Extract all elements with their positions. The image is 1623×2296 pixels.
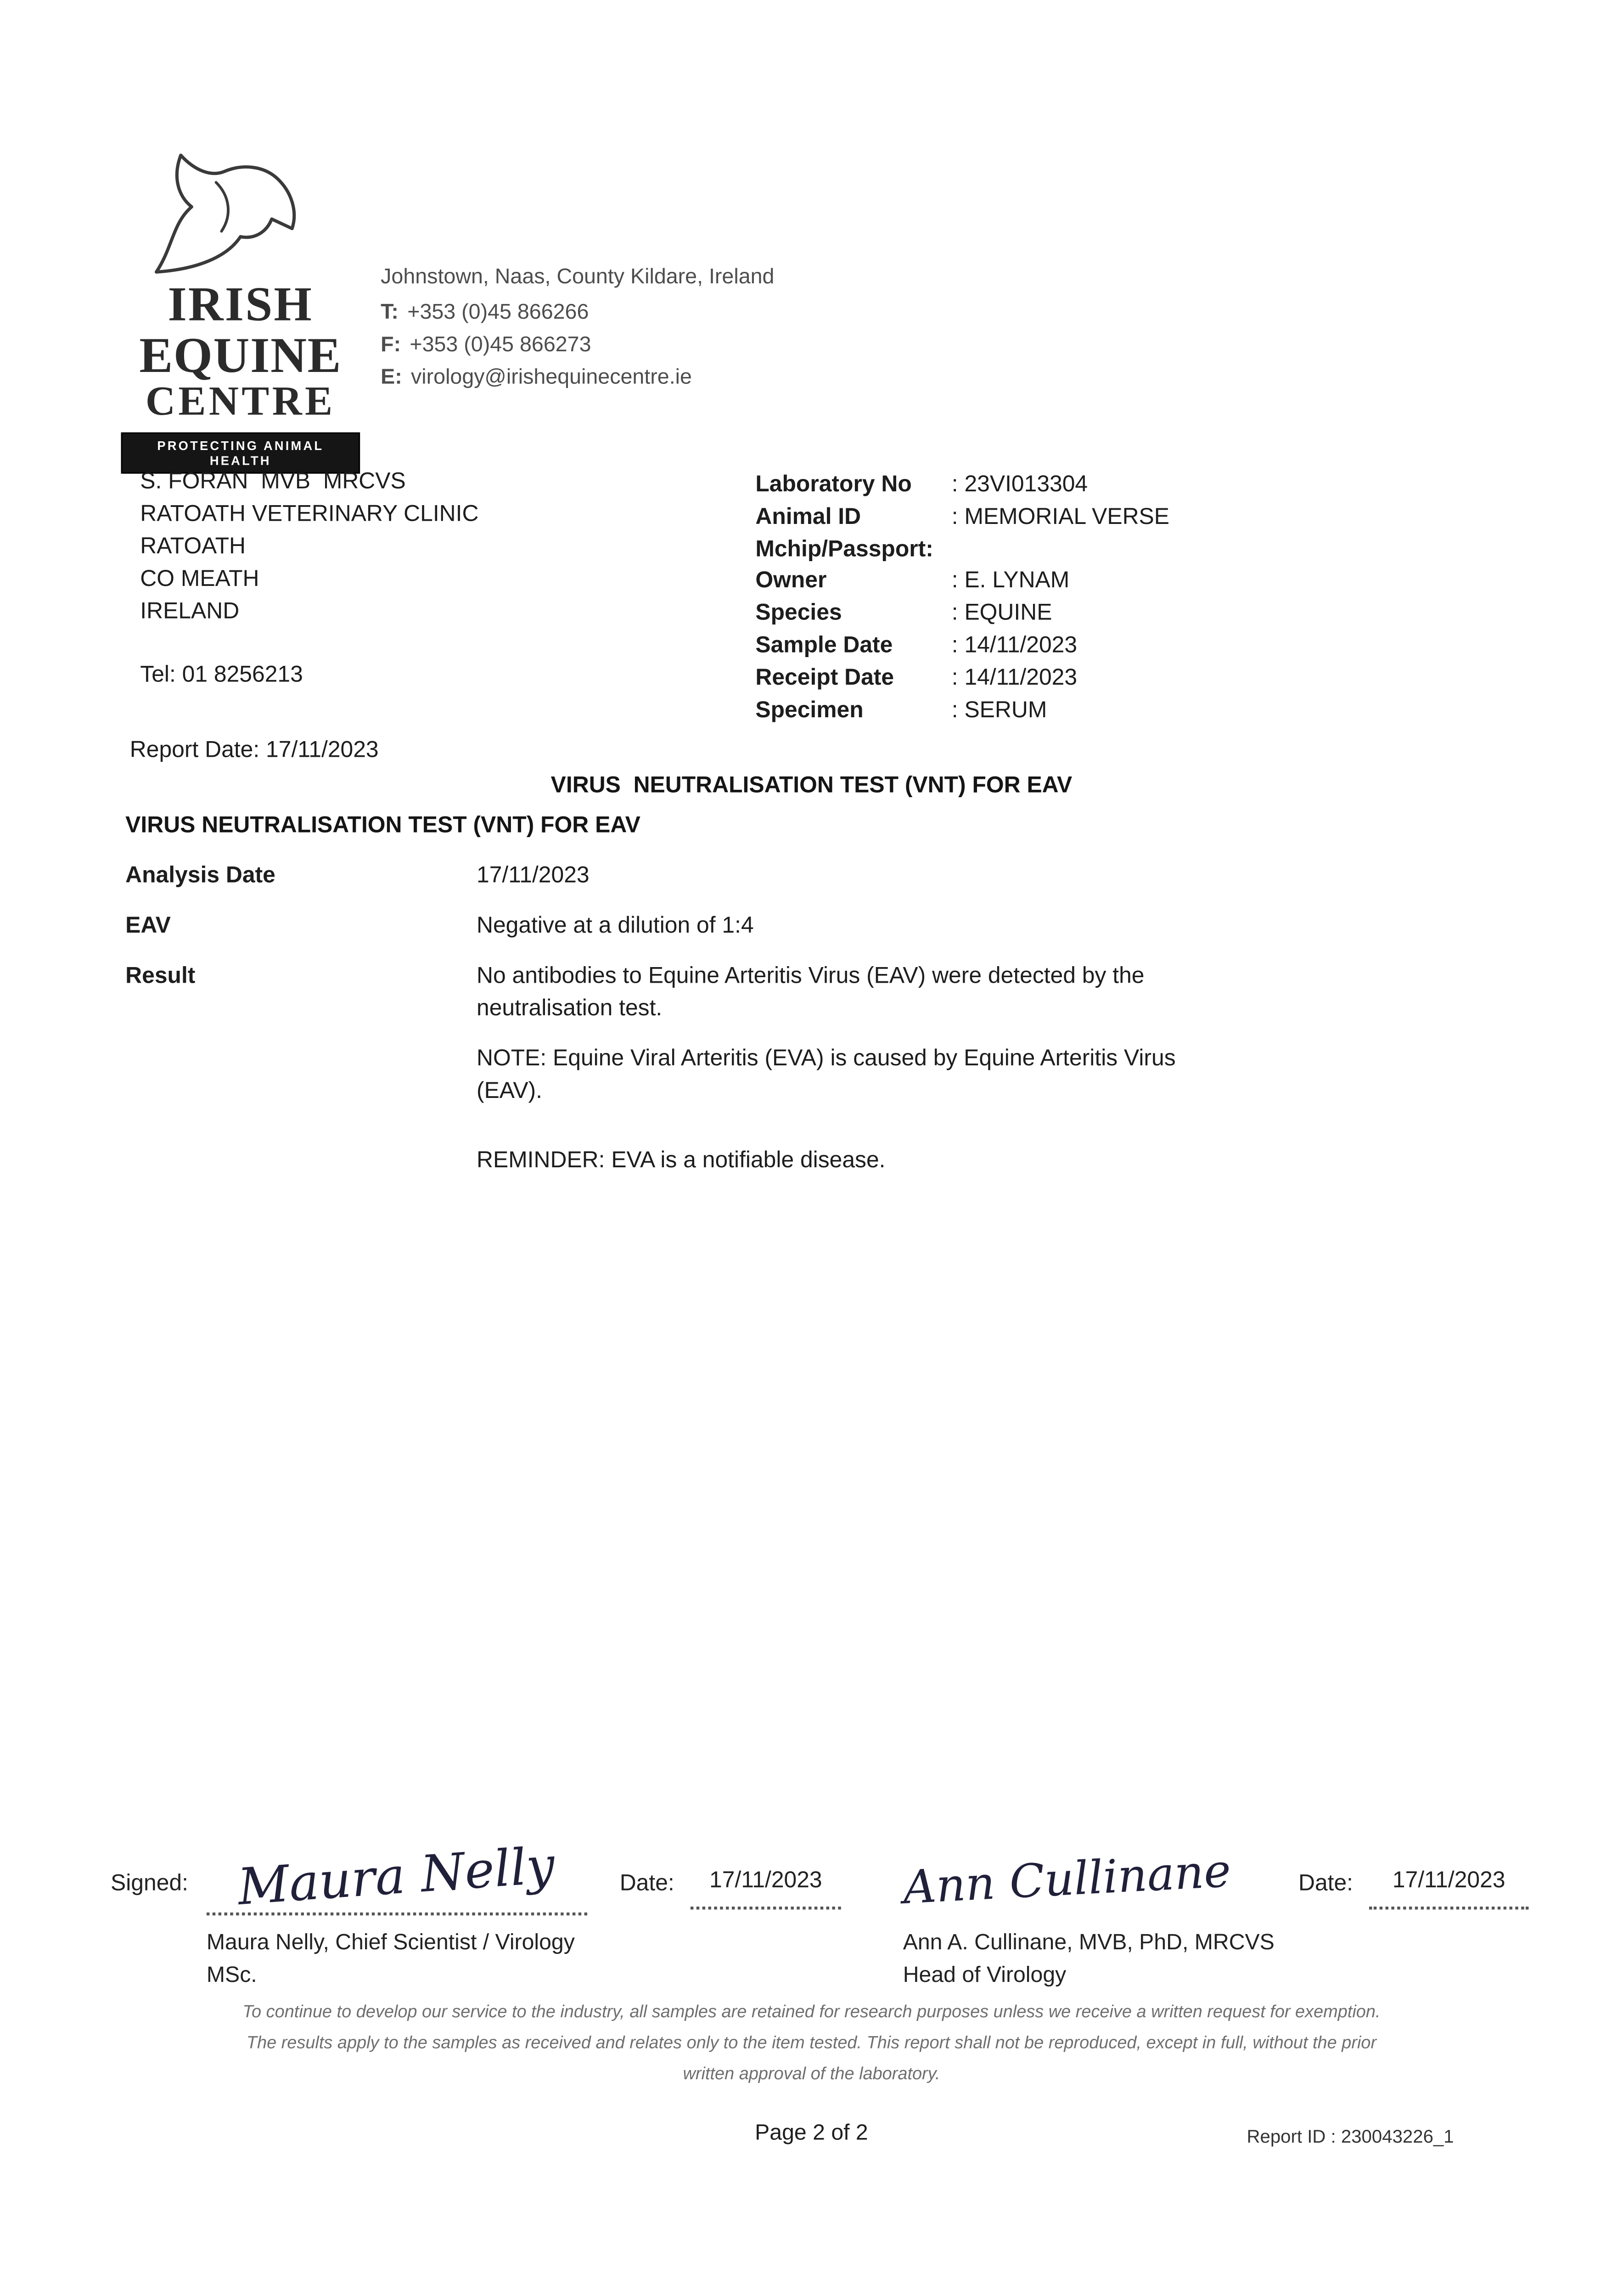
results-section (125, 861, 1291, 1178)
detail-row (755, 662, 1169, 694)
signature-line-right (903, 1815, 1257, 1913)
detail-value: : MEMORIAL VERSE (951, 504, 1170, 530)
signature-maura-nelly: Maura Nelly (236, 1836, 557, 1918)
fax-prefix: F: (381, 333, 401, 357)
page-number: Page 2 of 2 (755, 2120, 868, 2146)
signatory-title: Head of Virology (903, 1963, 1067, 1988)
org-name-line: IRISH (168, 279, 314, 332)
addressee-line: RATOATH VETERINARY CLINIC (140, 501, 479, 527)
report-date: Report Date: 17/11/2023 (129, 737, 379, 763)
footer-disclaimer (59, 1997, 1564, 2089)
report-reminder: REMINDER: EVA is a notifiable disease. (476, 1148, 886, 1173)
phone-number: +353 (0)45 866266 (407, 301, 589, 325)
signed-label: Signed: (111, 1871, 188, 1896)
signature-date-right: 17/11/2023 (1369, 1868, 1528, 1909)
detail-value: : 23VI013304 (951, 472, 1088, 497)
detail-value: : 14/11/2023 (951, 633, 1078, 658)
detail-row (755, 694, 1169, 726)
report-note: NOTE: Equine Viral Arteritis (EVA) is caused by Equine Arteritis Virus (EAV). (476, 1046, 1176, 1104)
detail-row (755, 534, 1169, 566)
org-name-line: CENTRE (145, 379, 336, 425)
report-title: VIRUS NEUTRALISATION TEST (VNT) FOR EAV (125, 813, 640, 838)
detail-value: : 14/11/2023 (951, 665, 1078, 691)
report-title-centered: VIRUS NEUTRALISATION TEST (VNT) FOR EAV (550, 773, 1073, 799)
signatory-name: Ann A. Cullinane, MVB, PhD, MRCVS (903, 1930, 1275, 1956)
result-value: Negative at a dilution of 1:4 (476, 913, 754, 939)
signature-line-left (207, 1812, 587, 1918)
date-label-right: Date: (1298, 1871, 1353, 1896)
detail-label: Owner (755, 568, 827, 594)
result-value: No antibodies to Equine Arteritis Virus (EAV) were detected by the neutralisation test. (476, 963, 1145, 1021)
addressee-line: IRELAND (140, 599, 240, 625)
org-phone (381, 297, 774, 329)
addressee-line: CO MEATH (140, 567, 259, 592)
detail-row (755, 630, 1169, 662)
org-name-line: EQUINE (139, 329, 342, 384)
result-value: 17/11/2023 (476, 863, 590, 889)
signature-date-left: 17/11/2023 (691, 1868, 841, 1909)
result-label: Result (125, 963, 196, 989)
signatory-left (207, 1927, 575, 1992)
detail-label: Specimen (755, 697, 864, 723)
signature-ann-cullinane: Ann Cullinane (902, 1845, 1232, 1915)
detail-label: Animal ID (755, 504, 861, 530)
fax-number: +353 (0)45 866273 (410, 333, 591, 357)
org-fax (381, 329, 774, 362)
disclaimer-line: The results apply to the samples as received and relates only to the item tested. This report shall not be reproduced, except in full, without the prior (246, 2032, 1377, 2053)
detail-value: : SERUM (951, 697, 1047, 723)
addressee-telephone: Tel: 01 8256213 (140, 662, 303, 688)
detail-value: : E. LYNAM (951, 568, 1070, 594)
detail-label: Mchip/Passport: (755, 536, 933, 562)
org-email (381, 361, 774, 394)
result-row (125, 961, 1291, 1025)
horse-logo-icon (130, 142, 351, 278)
addressee-line: RATOATH (140, 534, 246, 559)
detail-label: Laboratory No (755, 472, 912, 497)
signatory-title: MSc. (206, 1963, 257, 1988)
disclaimer-line: To continue to develop our service to the industry, all samples are retained for research purposes unless we receive a written request for exemption. (242, 2001, 1381, 2022)
result-row (125, 861, 1291, 893)
date-label-left: Date: (619, 1871, 674, 1896)
addressee-line: S. FORAN MVB MRCVS (140, 469, 406, 495)
detail-value: : EQUINE (951, 601, 1052, 626)
addressee-block (140, 466, 478, 628)
detail-row (755, 598, 1169, 630)
org-tagline: PROTECTING ANIMAL HEALTH (121, 432, 360, 473)
specimen-details (755, 469, 1169, 726)
org-address: Johnstown, Naas, County Kildare, Ireland (381, 265, 775, 289)
disclaimer-line: written approval of the laboratory. (683, 2063, 940, 2084)
result-row (125, 911, 1291, 943)
detail-row (755, 566, 1169, 598)
email-address: virology@irishequinecentre.ie (410, 366, 692, 390)
report-id: Report ID : 230043226_1 (1247, 2126, 1454, 2147)
email-prefix: E: (381, 366, 402, 390)
detail-label: Species (755, 601, 842, 626)
detail-label: Sample Date (755, 633, 893, 658)
detail-row (755, 469, 1169, 501)
letterhead-contact (381, 261, 774, 394)
signatory-right (903, 1927, 1275, 1992)
detail-row (755, 501, 1169, 534)
detail-label: Receipt Date (755, 665, 894, 691)
result-label: EAV (125, 913, 171, 939)
result-label: Analysis Date (125, 863, 275, 889)
letterhead-logo (121, 142, 360, 474)
signatory-name: Maura Nelly, Chief Scientist / Virology (206, 1930, 575, 1956)
phone-prefix: T: (381, 301, 399, 325)
